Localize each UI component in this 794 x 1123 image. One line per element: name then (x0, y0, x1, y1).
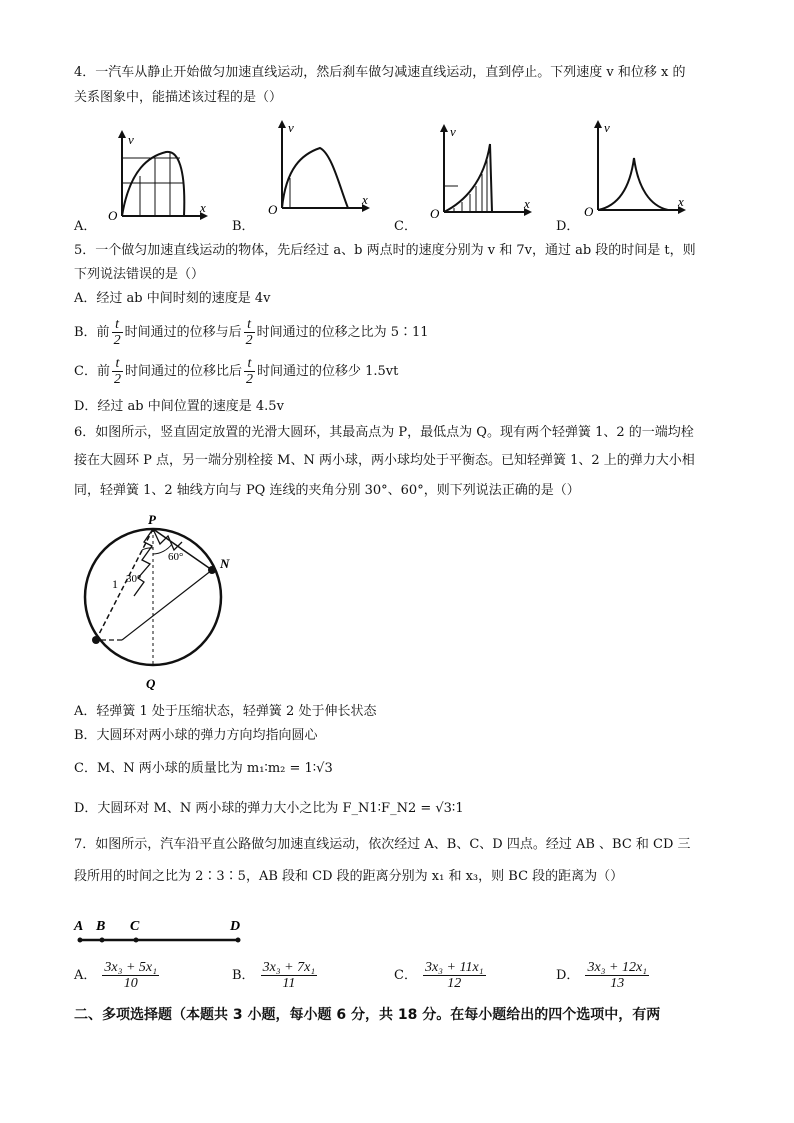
q4a-origin: O (108, 208, 118, 223)
q7-option-c: C． $\frac{\text{3x₃ + 11x₁}}{12}$ (394, 960, 484, 991)
q6-label-n: N (220, 556, 230, 571)
q4-graph-c (424, 122, 534, 220)
section2-heading: 二、多项选择题（本题共 3 小题，每小题 6 分，共 18 分。在每小题给出的四个选项中，有两 (74, 1007, 661, 1023)
q5c-frac2: $\frac{t}{2}$ (245, 356, 253, 387)
q5b-pre: B．前 (74, 325, 110, 340)
q7-point-a: A (74, 919, 84, 934)
q4-stem-line1: 4．一汽车从静止开始做匀加速直线运动，然后刹车做匀减速直线运动，直到停止。下列速度 v 和位移 x 的 (74, 65, 686, 80)
q4-option-d: D． (556, 219, 580, 234)
q4a-axis-v: v (128, 132, 134, 147)
q5b-mid: 时间通过的位移与后 (124, 325, 242, 340)
q5c-mid: 时间通过的位移比后 (124, 364, 242, 379)
q5c-frac1: $\frac{t}{2}$ (113, 356, 121, 387)
q5-option-b (74, 316, 429, 350)
q6-angle-60: 60° (168, 551, 184, 563)
q6-stem-line3: 同，轻弹簧 1、2 轴线方向与 PQ 连线的夹角分别 30°、60°，则下列说法正确的是（） (74, 483, 580, 498)
q5-stem-line1: 5．一个做匀加速直线运动的物体，先后经过 a、b 两点时的速度分别为 v 和 7v，通过 ab 段的时间是 t，则 (74, 243, 696, 258)
q4-option-a: A． (74, 219, 97, 234)
q4-stem-line2: 关系图象中，能描述该过程的是（） (74, 90, 283, 105)
q7-option-a: A． $\frac{\text{3x₃ + 5x₁}}{10}$ (74, 960, 157, 991)
q5c-post: 时间通过的位移少 1.5vt (256, 364, 399, 379)
q6-label-p: P (148, 512, 156, 527)
q6-label-q: Q (146, 676, 156, 691)
q4-graph-b (262, 118, 372, 218)
q4-graph-a (100, 128, 210, 223)
q7-point-b: B (96, 919, 106, 934)
q4c-origin: O (430, 206, 440, 220)
q4c-axis-x: x (524, 196, 530, 211)
q4-graph-d (578, 118, 688, 220)
q5-option-d: D．经过 ab 中间位置的速度是 4.5v (74, 399, 284, 414)
q7-option-b: B． $\frac{\text{3x₃ + 7x₁}}{11}$ (232, 960, 316, 991)
q5c-pre: C．前 (74, 364, 110, 379)
q7-point-c: C (130, 919, 140, 934)
q5-option-c (74, 355, 398, 389)
q6-option-b: B．大圆环对两小球的弹力方向均指向圆心 (74, 728, 318, 743)
q6-stem-line2: 接在大圆环 P 点，另一端分别栓接 M、N 两小球，两小球均处于平衡态。已知轻弹簧 1、2 上的弹力大小相 (74, 453, 695, 468)
q7-option-d: D． $\frac{\text{3x₃ + 12x₁}}{13}$ (556, 960, 648, 991)
q4b-origin: O (268, 202, 278, 217)
q6-spring1-label: 1 (112, 577, 118, 591)
q5b-frac2: $\frac{t}{2}$ (245, 317, 253, 348)
q6-angle-30: 30° (126, 573, 142, 585)
q7-point-d: D (230, 919, 241, 934)
q4a-axis-x: x (200, 200, 206, 215)
q4b-axis-v: v (288, 120, 294, 135)
q4c-axis-v: v (450, 124, 456, 139)
q6-option-a: A．轻弹簧 1 处于压缩状态，轻弹簧 2 处于伸长状态 (74, 704, 377, 719)
q5b-frac1: $\frac{t}{2}$ (113, 317, 121, 348)
q7-stem-line1: 7．如图所示，汽车沿平直公路做匀加速直线运动，依次经过 A、B、C、D 四点。经过 AB 、BC 和 CD 三 (74, 837, 691, 852)
q6-option-c: C．M、N 两小球的质量比为 m₁∶m₂ = 1∶√3 (74, 761, 333, 776)
q7-stem-line2: 段所用的时间之比为 2∶3∶5，AB 段和 CD 段的距离分别为 x₁ 和 x₃，则 BC 段的距离为（） (74, 869, 624, 884)
q6-option-d: D．大圆环对 M、N 两小球的弹力大小之比为 F_N1∶F_N2 = √3∶1 (74, 801, 464, 816)
q7-road-figure (72, 914, 252, 950)
q4d-origin: O (584, 204, 594, 219)
q6-ring-figure (72, 512, 242, 697)
q4d-axis-v: v (604, 120, 610, 135)
q5b-post: 时间通过的位移之比为 5∶11 (256, 325, 429, 340)
q4b-axis-x: x (362, 192, 368, 207)
q4d-axis-x: x (678, 194, 684, 209)
q4-option-b: B． (232, 219, 255, 234)
q4-option-c: C． (394, 219, 417, 234)
q5-option-a: A．经过 ab 中间时刻的速度是 4v (74, 291, 271, 306)
q6-stem-line1: 6．如图所示，竖直固定放置的光滑大圆环，其最高点为 P，最低点为 Q。现有两个轻弹簧 1、2 的一端均栓 (74, 425, 694, 440)
q5-stem-line2: 下列说法错误的是（） (74, 267, 205, 282)
